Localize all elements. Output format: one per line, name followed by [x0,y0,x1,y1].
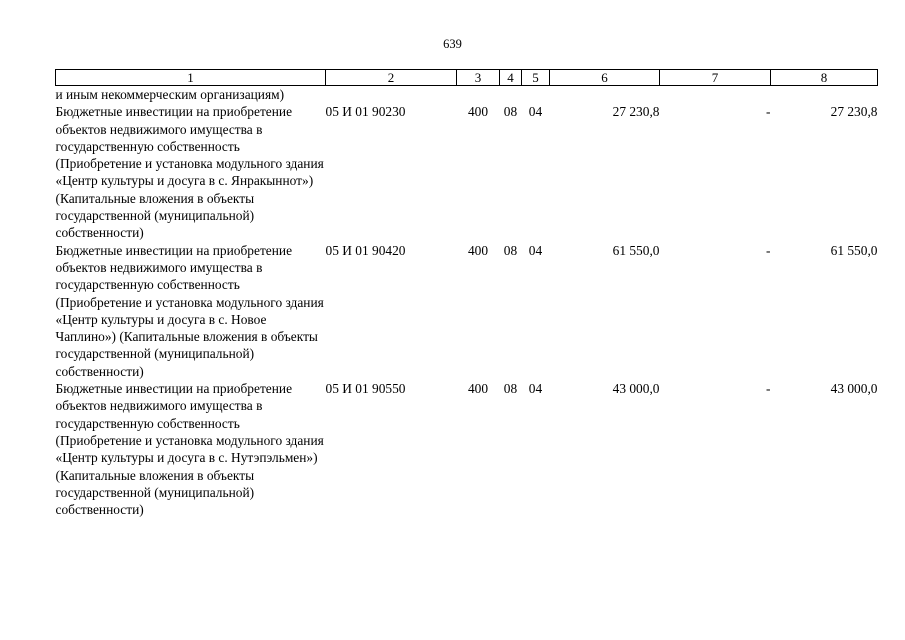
row-description: Бюджетные инвестиции на приобретение объектов недвижимого имущества в государственную собственность (Приобретение и установка модульного здания «Центр культуры и досуга в с. Нутэпэльмен») (Капитальные вложения в объекты государственной (муниципальной) собственности) [55,381,324,518]
continuation-text: и иным некоммерческим организациям) [55,87,285,102]
row-program-code: 05 И 01 90550 [325,381,406,397]
row-amount-col8: 27 230,8 [830,104,878,120]
row-subsection: 04 [528,381,543,397]
row-amount-col8: 43 000,0 [830,381,878,397]
row-section: 08 [503,242,518,258]
row-amount-col7: - [766,242,771,258]
row-description: Бюджетные инвестиции на приобретение объектов недвижимого имущества в государственную собственность (Приобретение и установка модульного здания «Центр культуры и досуга в с. Новое Чаплино») (Капитальные вложения в объекты государственной (муниципальной) собственности) [55,242,324,379]
row-program-code: 05 И 01 90230 [325,104,406,120]
row-subsection: 04 [528,242,543,258]
column-header: 8 [771,70,878,86]
budget-table [55,69,878,518]
table-row [56,103,878,241]
row-amount-col6: 61 550,0 [612,242,660,258]
table-header-row [56,70,878,86]
row-section: 08 [503,381,518,397]
table-row-continuation [56,86,878,104]
row-expense-type: 400 [467,242,489,258]
column-header: 4 [500,70,522,86]
column-header: 3 [457,70,500,86]
table-row [56,380,878,518]
page-number: 639 [443,37,462,51]
row-section: 08 [503,104,518,120]
row-amount-col7: - [766,381,771,397]
column-header: 1 [56,70,326,86]
column-header: 2 [326,70,457,86]
row-amount-col8: 61 550,0 [830,242,878,258]
row-description: Бюджетные инвестиции на приобретение объектов недвижимого имущества в государственную собственность (Приобретение и установка модульного здания «Центр культуры и досуга в с. Янракыннот») (Капитальные вложения в объекты государственной (муниципальной) собственности) [55,104,324,241]
row-amount-col7: - [766,104,771,120]
column-header: 6 [550,70,660,86]
table-row [56,242,878,380]
row-amount-col6: 27 230,8 [612,104,660,120]
row-program-code: 05 И 01 90420 [325,242,406,258]
row-amount-col6: 43 000,0 [612,381,660,397]
row-expense-type: 400 [467,381,489,397]
row-expense-type: 400 [467,104,489,120]
row-subsection: 04 [528,104,543,120]
column-header: 7 [660,70,771,86]
column-header: 5 [522,70,550,86]
